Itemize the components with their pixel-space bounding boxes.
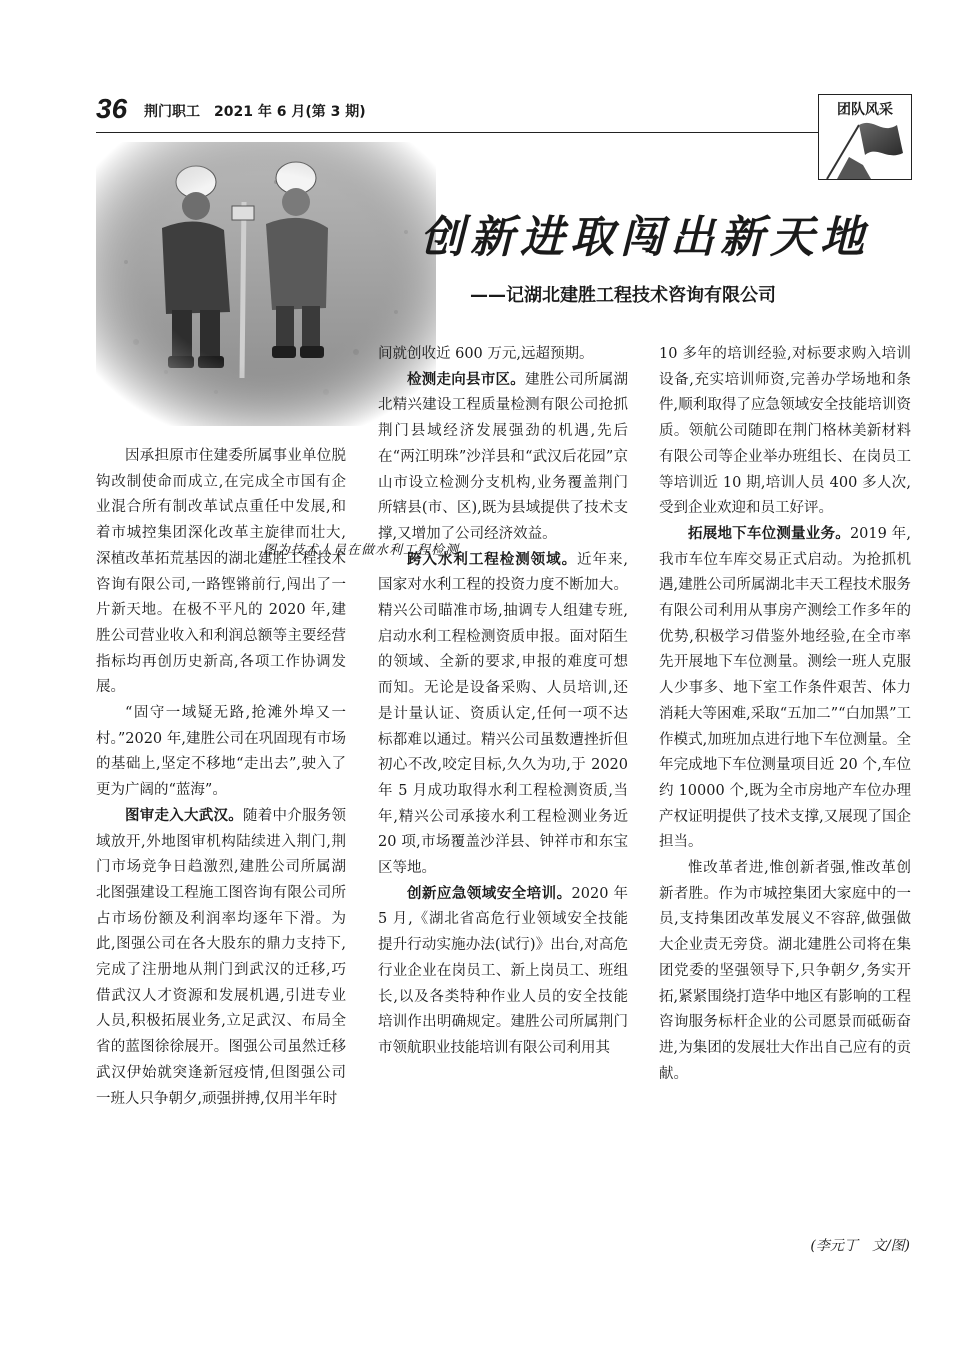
- photo-caption: 图为技术人员在做水利工程检测: [226, 538, 496, 564]
- paragraph-body: 2019 年,我市车位车库交易正式启动。为抢抓机遇,建胜公司所属湖北丰天工程技术服务有限公司利用从事房产测绘工作多年的优势,积极学习借鉴外地经验,在全市率先开展地下车位测量。测绘一班人克服人少事多、地下室工作条件艰苦、体力消耗大等困难,采取“五加二”“白加黑”工作模式,加班加点进行地下车位测量。全年完成地下车位测量项目近 20 个,车位约 10000 个,既为全市房地产车位办理产权证明提供了技术支撑,又展现了国企担当。: [659, 525, 911, 851]
- section-lead: 图审走入大武汉。: [125, 807, 243, 824]
- section-label: 团队风采: [837, 102, 893, 118]
- text-column-2: [378, 342, 628, 1062]
- paragraph-body: 2020 年 5 月,《湖北省高危行业领域安全技能提升行动实施办法(试行)》出台,对高危行业企业在岗员工、新上岗员工、班组长,以及各类特种作业人员的安全技能培训作出明确规定。建胜公司所属荆门市领航职业技能培训有限公司利用其: [378, 885, 628, 1056]
- text-column-1: [96, 444, 346, 1112]
- paragraph-body: 随着中介服务领域放开,外地图审机构陆续进入荆门,荆门市场竞争日趋激烈,建胜公司所属湖北图强建设工程施工图咨询有限公司所占市场份额及利润率均逐年下滑。为此,图强公司在各大股东的鼎力支持下,完成了注册地从荆门到武汉的迁移,巧借武汉人才资源和发展机遇,引进专业人员,积极拓展业务,立足武汉、布局全省的蓝图徐徐展开。图强公司虽然迁移武汉伊始就突逢新冠疫情,但图强公司一班人只争朝夕,顽强拼搏,仅用半年时: [96, 807, 346, 1107]
- article-subtitle: ——记湖北建胜工程技术咨询有限公司: [470, 285, 776, 306]
- publication-info: 荆门职工 2021 年 6 月(第 3 期): [144, 104, 366, 120]
- paragraph: 惟改革者进,惟创新者强,惟改革创新者胜。作为市城控集团大家庭中的一员,支持集团改革发展义不容辞,做强做大企业责无旁贷。湖北建胜公司将在集团党委的坚强领导下,只争朝夕,务实开拓,紧紧围绕打造华中地区有影响的工程咨询服务标杆企业的公司愿景而砥砺奋进,为集团的发展壮大作出自己应有的贡献。: [659, 860, 911, 1082]
- paragraph: [378, 882, 628, 1062]
- paragraph-body: 建胜公司所属湖北精兴建设工程质量检测有限公司抢抓荆门县域经济发展强劲的机遇,先后在“两江明珠”沙洋县和“武汉后花园”京山市设立检测分支机构,业务覆盖荆门所辖县(市、区),既为县域提供了技术支撑,又增加了公司经济效益。: [378, 371, 628, 542]
- paragraph: [96, 804, 346, 1112]
- text-column-3: [659, 342, 911, 1087]
- section-lead: 创新应急领域安全培训。: [407, 885, 572, 902]
- paragraph: 10 多年的培训经验,对标要求购入培训设备,充实培训师资,完善办学场地和条件,顺利取得了应急领域安全技能培训资质。领航公司随即在荆门格林美新材料有限公司等企业举办班组长、在岗员工等培训近 10 期,培训人员 400 多人次,受到企业欢迎和员工好评。: [659, 346, 911, 517]
- paragraph: [659, 522, 911, 856]
- header-rule: [96, 132, 818, 133]
- paragraph-body: 近年来,国家对水利工程的投资力度不断加大。精兴公司瞄准市场,抽调专人组建专班,启动水利工程检测资质申报。面对陌生的领域、全新的要求,申报的难度可想而知。无论是设备采购、人员培训,还是计量认证、资质认定,任何一项不达标都难以通过。精兴公司虽数遭挫折但初心不改,咬定目标,久久为功,于 2020 年 5 月成功取得水利工程检测资质,当年,精兴公司承接水利工程检测业务近 20 项,市场覆盖沙洋县、钟祥市和东宝区等地。: [378, 551, 629, 877]
- paragraph: 间就创收近 600 万元,远超预期。: [378, 346, 594, 362]
- section-lead: 检测走向县市区。: [407, 371, 525, 388]
- paragraph: “固守一域疑无路,抢滩外埠又一村。”2020 年,建胜公司在巩固现有市场的基础上,坚定不移地“走出去”,驶入了更为广阔的“蓝海”。: [96, 705, 346, 799]
- page-header: [96, 92, 816, 132]
- author-byline: (李元丁 文/图): [810, 1238, 910, 1254]
- paragraph: [378, 368, 628, 548]
- section-badge: [818, 94, 912, 180]
- page-number: 36: [96, 93, 128, 124]
- article-title: 创新进取闯出新天地: [420, 212, 870, 263]
- paragraph: 因承担原市住建委所属事业单位脱钩改制使命而成立,在完成全市国有企业混合所有制改革试点重任中发展,和着市城控集团深化改革主旋律而壮大,深植改革拓荒基因的湖北建胜工程技术咨询有限公司,一路铿锵前行,闯出了一片新天地。在极不平凡的 2020 年,建胜公司营业收入和利润总额等主要经营指标均再创历史新高,各项工作协调发展。: [96, 448, 346, 696]
- section-lead: 拓展地下车位测量业务。: [688, 525, 850, 542]
- section-lead: 跨入水利工程检测领域。: [407, 551, 578, 568]
- paragraph: [378, 548, 628, 882]
